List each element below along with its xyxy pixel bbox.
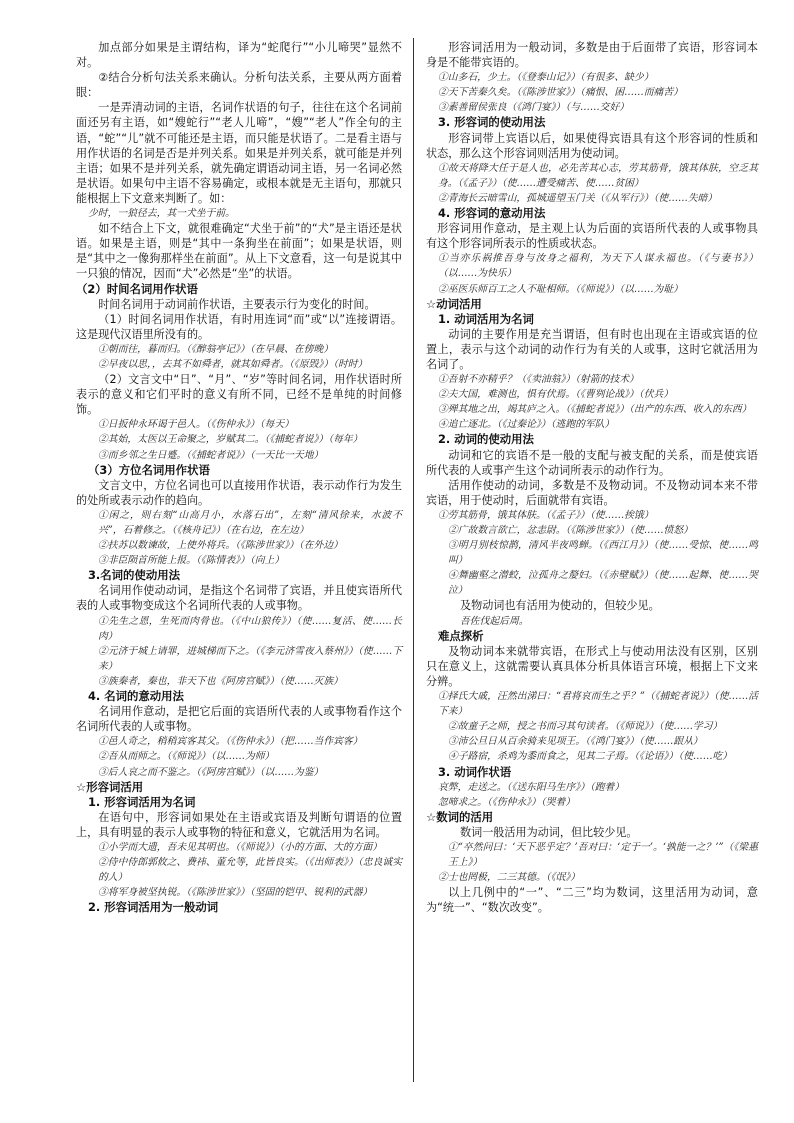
example-sentence: ②巫医乐师百工之人不耻相师。（《师说》）（以……为耻）	[438, 283, 683, 295]
example-sentence: ④追亡逐北。（《过秦论》）（逃跑的军队）	[438, 419, 615, 431]
body-paragraph: 在语句中，形容词如果处在主语或宾语及判断句谓语的位置上，具有明显的表示人或事物的特征和意义，它就活用为名词。	[76, 810, 402, 839]
body-paragraph: 动词的主要作用是充当谓语，但有时也出现在主语或宾语的位置上，表示与这个动词的动作行为有关的人或事，这时它就活用为名词了。	[426, 327, 758, 371]
example-sentence: ②早夜以思，，去其不如舜者，就其如舜者。（《原毁》）（时时）	[98, 358, 368, 370]
example-sentence: ②元济于城上请罪，进城梯而下之。（《李元济雪夜入蔡州》）（使……下来）	[98, 645, 402, 672]
example-sentence: ②广故数言欲亡，忿恚尉。（《陈涉世家》）（使……愤怒）	[448, 525, 693, 536]
body-paragraph: 形容词带上宾语以后，如果使得宾语具有这个形容词的性质和状态，那么这个形容词则活用为使动词。	[426, 131, 758, 160]
section-heading: 4. 形容词的意动用法	[438, 206, 546, 221]
example-sentence: ④舞幽壑之潜蛟，泣孤舟之嫠妇。（《赤壁赋》）（使……起舞、使……哭泣）	[448, 570, 758, 597]
example-sentence: ③族秦者，秦也，非天下也《阿房宫赋》）（使……灭族）	[98, 675, 343, 687]
right-column	[426, 40, 758, 915]
example-sentence: ③而乡邻之生日蹙。（《捕蛇者说》）（一天比一天地）	[98, 449, 324, 461]
body-paragraph: 动词和它的宾语不是一般的支配与被支配的关系，而是使宾语所代表的人或事产生这个动词所表示的动作行为。	[426, 448, 758, 477]
example-sentence: 哀弊，走送之。（《送东阳马生序》）（跑着）	[438, 781, 625, 793]
example-sentence: ②士也罔极，二三其德。（《氓》）	[438, 872, 581, 884]
body-paragraph: 加点部分如果是主谓结构，译为“蛇爬行”“小儿啼哭”显然不对。	[76, 41, 402, 70]
example-sentence: ②天下苦秦久矣。（《陈涉世家》）（痛恨、困……而痛苦）	[438, 87, 683, 99]
body-paragraph: （1）时间名词用作状语，有时用连词“而”或“以”连接谓语。这是现代汉语里所没有的。	[76, 312, 402, 341]
example-sentence: ③将军身被坚执锐。（《陈涉世家》）（坚固的铠甲、锐利的武器）	[98, 887, 373, 899]
example-sentence: 忽啼求之。（《伤仲永》）（哭着）	[438, 796, 576, 808]
example-sentence: ③殚其地之出，竭其庐之入。（《捕蛇者说》）（出产的东西、收入的东西）	[438, 404, 752, 416]
body-paragraph: 名词用作意动，是把它后面的宾语所代表的人或事物看作这个名词所代表的人或事物。	[76, 705, 402, 734]
section-heading: ☆动词活用	[426, 296, 482, 311]
body-paragraph: 及物动词本来就带宾语，在形式上与使动用法没有区别，区别只在意义上，这就需要认真具体分析具体语言环境，根据上下文来分辨。	[426, 644, 758, 688]
example-sentence: ①劳其筋骨，饿其体肤。（《孟子》）（使……挨饿）	[438, 509, 654, 521]
section-heading: 3.名词的使动用法	[88, 568, 180, 583]
example-sentence: ②青海长云暗雪山，孤城遥望玉门关（《从军行》）（使……失暗）	[438, 192, 718, 204]
example-sentence: ①先生之恩，生死而肉骨也。（《中山狼传》）（使……复活、使……长肉）	[98, 615, 402, 642]
section-heading: 3. 形容词的使动用法	[438, 115, 546, 130]
example-sentence: 少时，一狼径去，其一犬坐于前。	[88, 208, 235, 220]
section-heading: ☆数词的活用	[426, 809, 494, 824]
section-heading: ☆形容词活用	[76, 779, 144, 794]
body-paragraph: 如不结合上下文，就很难确定“犬坐于前”的“犬”是主语还是状语。如果是主语，则是“其中一条狗坐在前面”；如果是状语，则是“其中之一像狗那样坐在前面”。从上下文意看，这一句是说其中一只狼的情况，因而“犬”必然是“坐”的状语。	[76, 222, 402, 281]
example-sentence: ①山多石，少土。（《登泰山记》）（有很多、缺少）	[438, 72, 654, 84]
example-sentence: ③后人哀之而不鉴之。（《阿房宫赋》）（以……为鉴）	[98, 766, 324, 778]
example-sentence: ①邑人奇之，稍稍宾客其父。（《伤仲永》）（把……当作宾客）	[98, 736, 363, 748]
example-sentence: ③明月别枝惊鹊，清风半夜鸣蝉。（《西江月》）（使……受惊、使……鸣叫）	[448, 540, 758, 567]
example-sentence: ①朝而往，暮而归。（《醉翁亭记》）（在早晨、在傍晚）	[98, 343, 334, 355]
example-sentence: ①日扳仲永环谒于邑人。（《伤仲永》）（每天）	[98, 419, 294, 431]
section-heading: 3. 动词作状语	[438, 764, 512, 779]
body-paragraph: 数词一般活用为动词，但比较少见。	[460, 825, 638, 839]
section-heading: 1. 形容词活用为名词	[88, 794, 196, 809]
example-sentence: ④子路宿，杀鸡为黍而食之，见其二子焉。（《论语》）（使……吃）	[448, 751, 733, 763]
body-paragraph: （2）文言文中“日”、“月”、“岁”等时间名词，用作状语时所表示的意义和它们平时的意义有所不同，已经不是单纯的时间修饰。	[76, 373, 402, 417]
body-paragraph: 及物动词也有活用为使动的，但较少见。	[460, 599, 660, 613]
body-paragraph: 一是弄清动词的主语，名词作状语的句子，往往在这个名词前面还另有主语，如“嫂蛇行”“老人儿啼”，“嫂”“老人”作全句的主语，“蛇”“儿”就不可能还是主语，而只能是状语了。二是看主语与用作状语的名词是否是并列关系。如果是并列关系，就可能是并列主语；如果不是并列关系，就先确定谓语动词主语，另一名词必然是状语。如果句中主语不容易确定，或根本就是无主语句，那就只能根据上下文意来判断了。如：	[76, 101, 402, 205]
example-sentence: ①择氏大戚，汪然出涕曰：“君将哀而生之乎？”（《捕蛇者说》）（使……活下来）	[438, 691, 758, 718]
section-heading: 难点探析	[438, 628, 484, 643]
example-sentence: ①闲之，则右刻“山高月小，水落石出”，左刻“清风徐来，水波不兴”，石着修之。（《核舟记》）（在右边，在左边）	[98, 509, 402, 536]
example-sentence: ①“卒然问曰：‘天下恶乎定？’吾对曰：‘定于一’。‘孰能一之？’”（《梁惠王上》）	[448, 841, 758, 869]
body-paragraph: 形容词用作意动，是主观上认为后面的宾语所代表的人或事物具有这个形容词所表示的性质或状态。	[426, 222, 758, 251]
body-paragraph: ②结合分析句法关系来确认。分析句法关系，主要从两方面着眼：	[76, 71, 402, 100]
column-divider	[413, 38, 414, 1082]
section-heading: 2. 动词的使动用法	[438, 432, 534, 447]
section-heading: （2）时间名词用作状语	[76, 281, 198, 296]
body-paragraph: 名词用作使动动词，是指这个名词带了宾语，并且使宾语所代表的人或事物变成这个名词所代表的人或事物。	[76, 584, 402, 613]
example-sentence: ①当亦乐祸推吾身与汝身之福利，为天下人谋永福也。（《与妻书》）（以……为快乐）	[438, 253, 758, 280]
example-sentence: 吾佐伐起后周。	[460, 615, 529, 627]
body-paragraph: 以上几例中的“一”、“二三”均为数词，这里活用为动词，意为“统一”、“数次改变”。	[426, 886, 758, 915]
body-paragraph: 时间名词用于动词前作状语，主要表示行为变化的时间。	[98, 297, 376, 311]
example-sentence: ②扶苏以数谏故，上使外将兵。（《陈涉世家》）（在外边）	[98, 540, 343, 552]
example-sentence: ③非臣陨首所能上报。（《陈情表》）（向上）	[98, 555, 285, 567]
example-sentence: ③素善留侯张良（《鸿门宴》）（与……交好）	[438, 102, 630, 114]
example-sentence: ②其始，太医以王命聚之，岁赋其二。（《捕蛇者说》）（每年）	[98, 434, 363, 446]
example-sentence: ②侍中侍郎郭攸之、费祎、董允等，此皆良实。（《出师表》）（忠良诚实的人）	[98, 857, 402, 884]
left-column	[76, 40, 402, 915]
example-sentence: ①小学而大遗，吾未见其明也。（《师说》）（小的方面、大的方面）	[98, 841, 383, 853]
section-heading: 2. 形容词活用为一般动词	[88, 900, 219, 915]
section-heading: 1. 动词活用为名词	[438, 311, 534, 326]
body-paragraph: 形容词活用为一般动词，多数是由于后面带了宾语，形容词本身是不能带宾语的。	[426, 41, 758, 70]
section-heading: （3）方位名词用作状语	[88, 462, 210, 477]
section-heading: 4. 名词的意动用法	[88, 689, 184, 704]
example-sentence: ③沛公旦日从百余骑来见项王。（《鸿门宴》）（使……跟从）	[448, 736, 703, 748]
example-sentence: ①故天将降大任于是人也，必先苦其心志，劳其筋骨，饿其体肤，空乏其身。（《孟子》）（使……遭受痛苦、使……贫困）	[438, 162, 758, 189]
body-paragraph: 文言文中，方位名词也可以直接用作状语，表示动作行为发生的处所或表示动作的趋向。	[76, 478, 402, 507]
example-sentence: ②吾从而师之。（《师说》）（以……为师）	[98, 751, 275, 763]
example-sentence: ②夫大国，难测也，惧有伏焉。（《曹刿论战》）（伏兵）	[438, 389, 674, 401]
example-sentence: ②故童子之师，授之书而习其句读者。（《师说》）（使……学习）	[448, 721, 723, 733]
example-sentence: ①吾射不亦精乎？（《卖油翁》）（射箭的技术）	[438, 374, 639, 386]
body-paragraph: 活用作使动的动词，多数是不及物动词。不及物动词本来不带宾语，用于使动时，后面就带有宾语。	[426, 478, 758, 507]
